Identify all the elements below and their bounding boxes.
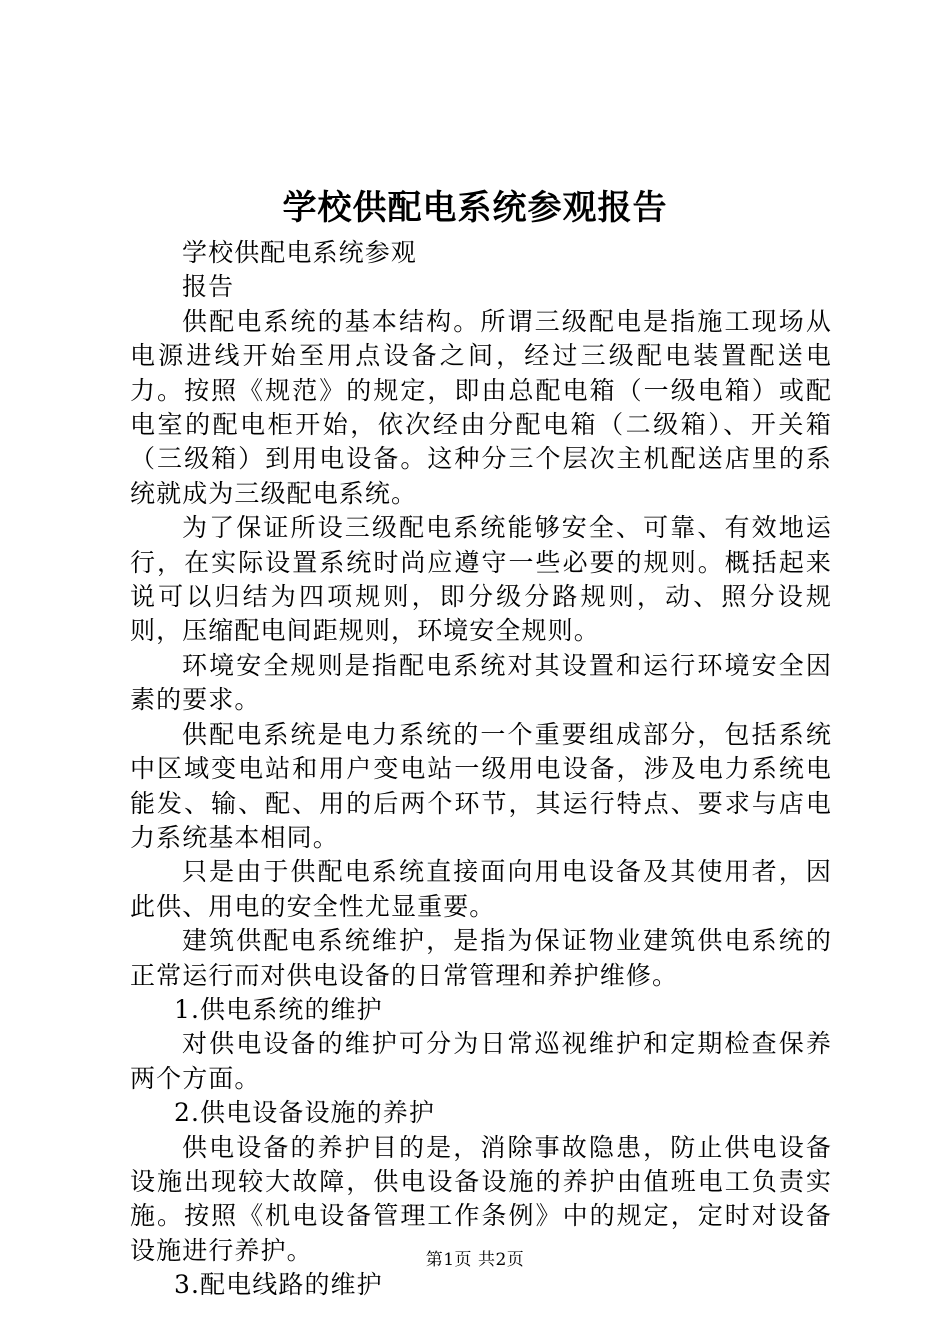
paragraph: 建筑供配电系统维护，是指为保证物业建筑供电系统的正常运行而对供电设备的日常管理和养护维修。 — [130, 926, 832, 990]
paragraph: 供配电系统是电力系统的一个重要组成部分，包括系统中区域变电站和用户变电站一级用电设备，涉及电力系统电能发、输、配、用的后两个环节，其运行特点、要求与店电力系统基本相同。 — [130, 719, 832, 852]
paragraph: 供配电系统的基本结构。所谓三级配电是指施工现场从电源进线开始至用点设备之间，经过三级配电装置配送电力。按照《规范》的规定，即由总配电箱（一级电箱）或配电室的配电柜开始，依次经由分配电箱（二级箱）、开关箱（三级箱）到用电设备。这种分三个层次主机配送店里的系统就成为三级配电系统。 — [130, 306, 832, 508]
paragraph: 只是由于供配电系统直接面向用电设备及其使用者，因此供、用电的安全性尤显重要。 — [130, 857, 832, 921]
document-title: 学校供配电系统参观报告 — [282, 188, 668, 228]
page-footer: 第1页 共2页 — [425, 1250, 525, 1270]
paragraph: 为了保证所设三级配电系统能够安全、可靠、有效地运行，在实际设置系统时尚应遵守一些必要的规则。概括起来说可以归结为四项规则，即分级分路规则，动、照分设规则，压缩配电间距规则，环境安全规则。 — [130, 513, 832, 646]
paragraph: 供电设备的养护目的是，消除事故隐患，防止供电设备设施出现较大故障，供电设备设施的养护由值班电工负责实施。按照《机电设备管理工作条例》中的规定，定时对设备设施进行养护。 — [130, 1132, 832, 1265]
paragraph: 对供电设备的维护可分为日常巡视维护和定期检查保养两个方面。 — [130, 1029, 832, 1093]
section-heading: 2.供电设备设施的养护 — [174, 1098, 435, 1128]
section-heading: 3.配电线路的维护 — [174, 1270, 383, 1300]
document-body — [130, 236, 832, 1303]
paragraph: 报告 — [182, 272, 235, 302]
paragraph: 环境安全规则是指配电系统对其设置和运行环境安全因素的要求。 — [130, 650, 832, 715]
paragraph: 学校供配电系统参观 — [182, 238, 417, 267]
section-heading: 1.供电系统的维护 — [174, 994, 383, 1024]
